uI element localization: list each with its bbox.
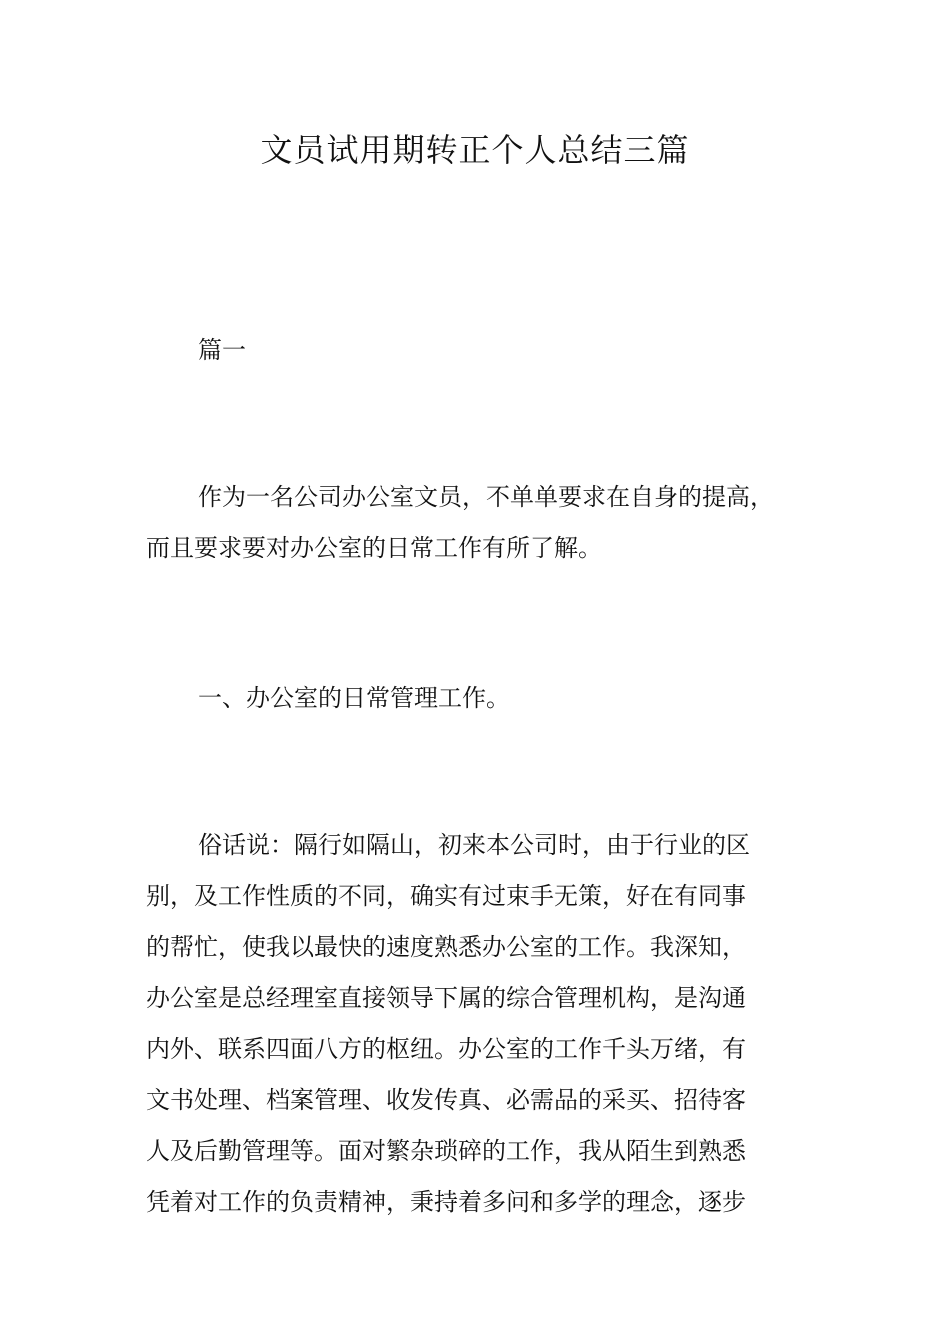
paragraph-line: 文书处理、档案管理、收发传真、必需品的采买、招待客 xyxy=(146,1086,746,1114)
paragraph-line: 内外、联系四面八方的枢纽。办公室的工作千头万绪，有 xyxy=(146,1035,746,1063)
paragraph-line: 办公室是总经理室直接领导下属的综合管理机构，是沟通 xyxy=(146,984,746,1012)
section-label: 篇一 xyxy=(198,336,246,364)
paragraph-line: 的帮忙，使我以最快的速度熟悉办公室的工作。我深知， xyxy=(146,933,746,961)
paragraph-line: 而且要求要对办公室的日常工作有所了解。 xyxy=(146,534,602,562)
paragraph-line: 别，及工作性质的不同，确实有过束手无策，好在有同事 xyxy=(146,882,746,910)
paragraph-body xyxy=(146,820,826,1228)
paragraph-line: 俗话说：隔行如隔山，初来本公司时，由于行业的区 xyxy=(198,831,750,859)
paragraph-intro xyxy=(146,472,826,574)
paragraph-line: 人及后勤管理等。面对繁杂琐碎的工作，我从陌生到熟悉 xyxy=(146,1137,746,1165)
paragraph-line: 作为一名公司办公室文员，不单单要求在自身的提高， xyxy=(198,483,774,511)
section-heading: 一、办公室的日常管理工作。 xyxy=(198,684,510,712)
paragraph-line: 凭着对工作的负责精神，秉持着多问和多学的理念，逐步 xyxy=(146,1188,746,1216)
document-title: 文员试用期转正个人总结三篇 xyxy=(260,131,690,169)
